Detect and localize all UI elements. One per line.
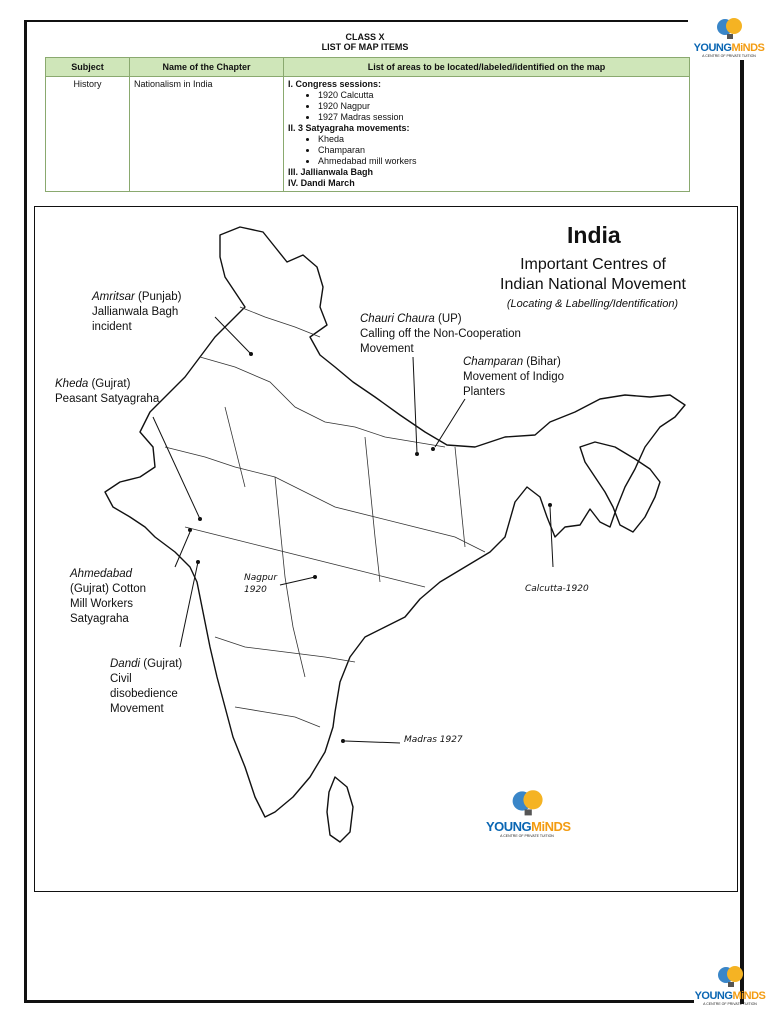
kheda-dot: [198, 517, 202, 521]
list-item: • Kheda: [318, 134, 685, 145]
state-border: [165, 447, 485, 552]
kheda-state: (Gujrat): [88, 378, 131, 390]
ahmedabad-line3: Mill Workers: [70, 598, 134, 610]
ahmedabad-line2: (Gujrat) Cotton: [70, 583, 147, 595]
nagpur-line2: 1920: [244, 585, 267, 595]
map-subtitle-line2: Indian National Movement: [500, 276, 686, 293]
cell-chapter: Nationalism in India: [130, 77, 284, 192]
state-border: [215, 637, 355, 662]
dandi-line3: disobedience: [110, 688, 178, 700]
state-border: [365, 437, 380, 582]
nagpur-line1: Nagpur: [244, 573, 278, 583]
label-kheda: [55, 377, 159, 407]
champaran-state: (Bihar): [523, 356, 561, 368]
frame-right-border: [740, 60, 744, 1004]
state-border: [185, 527, 425, 587]
brand-tagline: A CENTRE OF PRIVATE TUITION: [703, 1002, 757, 1006]
map-subtitle-line3: (Locating & Labelling/Identification): [506, 298, 679, 310]
chauri-state: (UP): [434, 313, 462, 325]
brand-name-a: YOUNG: [486, 819, 532, 834]
dandi-place: Dandi: [110, 658, 141, 670]
label-chauri-chaura: [360, 312, 521, 357]
amritsar-dot: [249, 352, 253, 356]
dandi-pointer: [180, 562, 198, 647]
section-heading: IV. Dandi March: [288, 178, 355, 188]
sri-lanka: [327, 777, 353, 842]
label-nagpur: [244, 572, 277, 596]
brain-bulb-icon: [713, 12, 745, 42]
amritsar-place: Amritsar: [92, 291, 135, 303]
state-border: [200, 357, 445, 447]
brand-tagline: A CENTRE OF PRIVATE TUITION: [500, 834, 554, 838]
brand-name-b: MiNDS: [531, 819, 571, 834]
champaran-place: Champaran: [463, 356, 524, 368]
state-border: [240, 307, 320, 337]
table-header-row: [46, 58, 690, 77]
chauri-pointer: [413, 357, 417, 453]
list-item: • 1927 Madras session: [318, 112, 685, 123]
chauri-line3: Movement: [360, 343, 414, 355]
section-heading: III. Jallianwala Bagh: [288, 167, 374, 177]
madras-dot: [341, 739, 345, 743]
state-border: [225, 407, 245, 487]
frame-left-border: [24, 20, 27, 1002]
calcutta-dot: [548, 503, 552, 507]
brand-logo-bottom: [694, 960, 766, 1006]
chauri-dot: [415, 452, 419, 456]
dandi-line2: Civil: [110, 673, 132, 685]
champaran-line2: Movement of Indigo: [463, 371, 565, 383]
section-list: [288, 90, 685, 123]
brand-name-a: YOUNG: [693, 42, 732, 54]
list-item: • 1920 Nagpur: [318, 101, 685, 112]
list-title: LIST OF MAP ITEMS: [321, 42, 409, 52]
nagpur-dot: [313, 575, 317, 579]
list-item: • 1920 Calcutta: [318, 90, 685, 101]
label-ahmedabad: [70, 567, 146, 627]
map-subtitle-line1: Important Centres of: [520, 256, 666, 273]
amritsar-state: (Punjab): [134, 291, 182, 303]
state-border: [275, 477, 305, 677]
brand-logo-top: [692, 12, 766, 58]
ahmedabad-dot: [188, 528, 192, 532]
brand-tagline: A CENTRE OF PRIVATE TUITION: [702, 54, 756, 58]
cell-subject: History: [46, 77, 130, 192]
label-calcutta: Calcutta-1920: [525, 584, 589, 594]
class-title: CLASS X: [345, 32, 385, 42]
label-madras: Madras 1927: [404, 735, 463, 745]
chauri-place: Chauri Chaura: [360, 313, 435, 325]
ahmedabad-pointer: [175, 532, 190, 567]
madras-pointer: [345, 741, 400, 743]
column-header-chapter: Name of the Chapter: [130, 58, 284, 77]
brain-bulb-icon: [714, 960, 746, 990]
champaran-line3: Planters: [463, 386, 506, 398]
document-header: [40, 32, 690, 52]
ahmedabad-line4: Satyagraha: [70, 613, 129, 625]
ahmedabad-place: Ahmedabad: [70, 568, 133, 580]
state-border: [455, 447, 465, 547]
kheda-pointer: [153, 417, 200, 519]
chauri-line2: Calling off the Non-Cooperation: [360, 328, 521, 340]
section-list: [288, 134, 685, 167]
list-item: • Champaran: [318, 145, 685, 156]
champaran-dot: [431, 447, 435, 451]
section-heading: II. 3 Satyagraha movements:: [288, 123, 410, 133]
amritsar-pointer: [215, 317, 250, 353]
label-amritsar: [92, 290, 181, 335]
amritsar-line3: incident: [92, 321, 132, 333]
brain-bulb-icon: [507, 783, 547, 819]
table-row: [46, 77, 690, 192]
list-item: • Ahmedabad mill workers: [318, 156, 685, 167]
label-champaran: [463, 355, 564, 400]
champaran-pointer: [435, 399, 465, 447]
section-heading: I. Congress sessions:: [288, 79, 382, 89]
northeast: [580, 442, 660, 532]
label-dandi: [110, 657, 182, 717]
dandi-dot: [196, 560, 200, 564]
brand-name-b: MiNDS: [731, 42, 765, 54]
cell-areas: [284, 77, 690, 192]
frame-bottom-border: [24, 1000, 694, 1003]
brand-logo-map: [486, 783, 571, 838]
calcutta-pointer: [550, 507, 553, 567]
brand-name-a: YOUNG: [694, 990, 733, 1002]
brand-name-b: MiNDS: [732, 990, 766, 1002]
map-items-table: [45, 57, 690, 192]
dandi-line4: Movement: [110, 703, 164, 715]
kheda-line2: Peasant Satyagraha: [55, 393, 160, 405]
dandi-state: (Gujrat): [140, 658, 183, 670]
column-header-subject: Subject: [46, 58, 130, 77]
amritsar-line2: Jallianwala Bagh: [92, 306, 179, 318]
state-border: [235, 707, 320, 727]
map-title: India: [567, 222, 621, 248]
kheda-place: Kheda: [55, 378, 89, 390]
column-header-areas: List of areas to be located/labeled/identified on the map: [284, 58, 690, 77]
frame-top-border: [26, 20, 688, 22]
